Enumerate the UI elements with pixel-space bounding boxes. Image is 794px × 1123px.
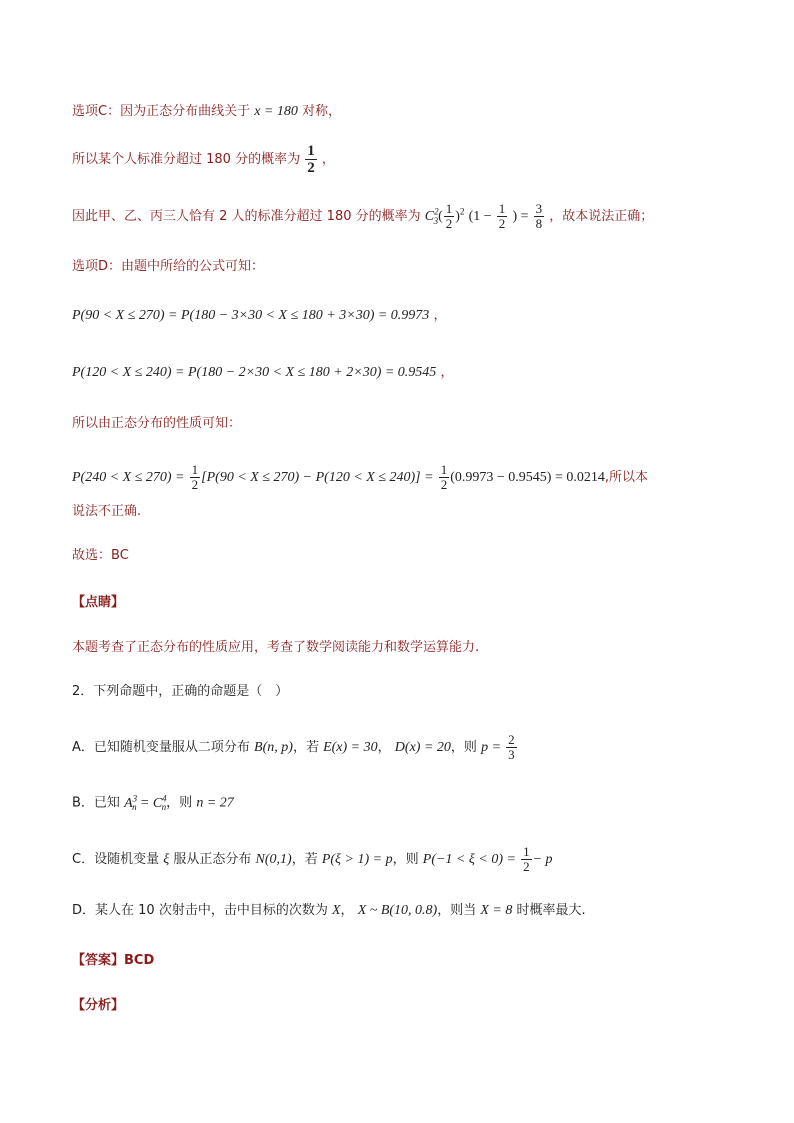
text: 选项C：因为正态分布曲线关于 [72,104,251,119]
formula: X [331,903,341,918]
formula: D(x) = 20 [394,740,451,755]
combination: $C^4_n$ [152,793,167,813]
fraction: $\frac{1}{2}$ [191,462,199,492]
fraction: $\frac{1}{2}$ [440,462,448,492]
answer-choice-line [72,547,129,565]
formula: X = 8 [480,903,513,918]
text: ，故本说法正确； [549,209,654,224]
formula: n = 27 [196,795,234,811]
text: 故选：BC [72,548,129,563]
text: 因此甲、乙、丙三人恰有 2 人的标准分超过 180 分的概率为 [72,209,421,224]
formula-line-2 [72,364,453,382]
comment-heading [72,594,124,612]
option-a [72,733,518,762]
denominator: 2 [307,160,315,176]
text: C．设随机变量 [72,852,160,867]
text: ，则 [392,852,419,867]
fraction: $\frac{3}{8}$ [535,201,543,231]
numerator: 1 [307,143,315,159]
probability-half-line [72,143,335,176]
formula: − p [532,852,553,867]
answer-heading [72,952,154,970]
text: ，则 [450,740,477,755]
formula: B(n, p) [254,740,293,755]
text: ,所以本 [604,470,648,485]
option-c [72,845,553,874]
formula: N(0,1) [255,852,292,867]
formula: P(ξ > 1) = p [321,852,393,867]
combination: $C^2_3$ [424,206,439,226]
text: 选项D：由题中所给的公式可知： [72,259,265,274]
formula: P(90 < X ≤ 270) = P(180 − 3×30 < X ≤ 180 + 3×30) = 0.9973 [72,308,430,323]
option-d-line [72,258,264,276]
three-people-line: 因此甲、乙、丙三人恰有 2 人的标准分超过 180 分的概率为 $C^2_3$( $\frac{1}{2}$ )$^2$ (1 − $\frac{1}{2}$ ) = $\frac{3}{8}$ ，故本说法正确； [72,201,654,231]
text: ， [321,152,335,167]
text: ， [377,740,391,755]
text: D．某人在 10 次射击中，击中目标的次数为 [72,903,328,918]
text: 【答案】BCD [72,953,155,968]
option-d [72,902,586,920]
text: ，若 [291,852,318,867]
formula: (1 − [468,209,492,224]
formula-line-3 [72,463,648,492]
text: 本题考查了正态分布的性质应用，考查了数学阅读能力和数学运算能力. [72,640,480,655]
formula: p = [481,740,502,755]
formula: (0.9973 − 0.9545) = 0.0214 [450,470,605,485]
formula: [P(90 < X ≤ 270) − P(120 < X ≤ 240)] = [201,470,434,485]
text: ，若 [292,740,319,755]
text: ， [433,308,447,323]
question-2-title [72,683,288,701]
text: ， [340,903,354,918]
formula: P(240 < X ≤ 270) = [72,470,185,485]
fraction: $\frac{2}{3}$ [508,732,515,762]
fraction: $\frac{1}{2}$ [523,844,530,874]
text: 时概率最大. [516,903,586,918]
text: 服从正态分布 [173,852,252,867]
text: 对称， [302,104,342,119]
formula: ) = [512,209,529,224]
formula-line-1 [72,307,446,325]
text: ， [440,365,454,380]
formula: = [140,795,149,811]
formula: X ~ B(10, 0.8) [357,903,438,918]
option-c-line [72,103,341,121]
text: A．已知随机变量服从二项分布 [72,740,250,755]
formula: x = 180 [254,104,298,119]
text: B．已知 [72,795,120,811]
text: 所以由正态分布的性质可知： [72,416,242,431]
text: ，则当 [437,903,477,918]
text: 说法不正确. [72,504,142,519]
text: ，则 [166,795,193,811]
fraction: $\frac{1}{2}$ [498,201,506,231]
formula: P(−1 < ξ < 0) = [422,852,516,867]
conclusion-line [72,503,141,521]
analysis-heading [72,997,124,1015]
text: 【点睛】 [72,595,125,610]
text: 【分析】 [72,998,125,1013]
permutation: $A^3_n$ [124,793,138,813]
option-b [72,789,234,816]
formula: P(120 < X ≤ 240) = P(180 − 2×30 < X ≤ 180 + 2×30) = 0.9545 [72,365,437,380]
text: 2．下列命题中，正确的命题是（ ） [72,684,289,699]
property-line [72,415,241,433]
fraction [305,143,317,176]
comment-text [72,639,479,657]
formula: ξ [163,852,170,867]
fraction: $\frac{1}{2}$ [445,201,453,231]
text: 所以某个人标准分超过 180 分的概率为 [72,152,301,167]
formula: E(x) = 30 [323,740,378,755]
